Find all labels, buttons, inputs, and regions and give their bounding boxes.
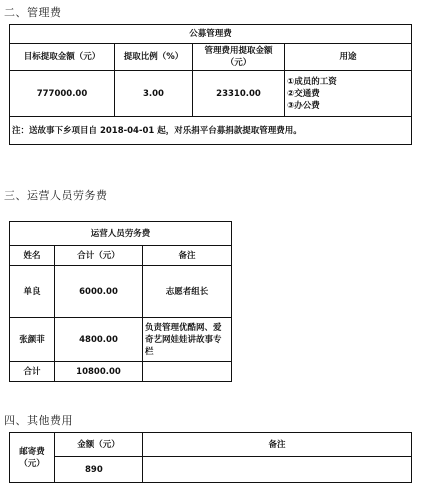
- management-table-title: 公募管理费: [10, 25, 412, 44]
- labor-table-title: 运营人员劳务费: [10, 222, 232, 246]
- header-amount: 金额（元）: [55, 433, 143, 457]
- table-row: [10, 266, 232, 318]
- section-heading-labor: 三、运营人员劳务费: [4, 189, 108, 202]
- header-uses: 用途: [285, 44, 412, 71]
- table-row: [10, 318, 232, 362]
- header-other-remark: 备注: [143, 433, 412, 457]
- cell-sum-total: 10800.00: [55, 362, 143, 382]
- use-item-2: ②交通费: [287, 88, 320, 99]
- cell-ratio: 3.00: [115, 71, 193, 117]
- cell-postage-amount: 890: [55, 457, 143, 483]
- header-target-amount: 目标提取金额（元）: [10, 44, 115, 71]
- use-item-1: ①成员的工资: [287, 76, 337, 87]
- header-fee-amount: 管理费用提取金额（元）: [193, 44, 285, 71]
- section-heading-management: 二、管理费: [4, 6, 62, 19]
- cell-sum-label: 合计: [10, 362, 55, 382]
- cell-remark: 负责管理优酷网、爱奇艺网娃娃讲故事专栏: [143, 318, 232, 362]
- table-row-sum: [10, 362, 232, 382]
- cell-sum-remark: [143, 362, 232, 382]
- cell-uses: [285, 71, 412, 117]
- cell-total: 4800.00: [55, 318, 143, 362]
- cell-fee-amount: 23310.00: [193, 71, 285, 117]
- cell-target-amount: 777000.00: [10, 71, 115, 117]
- header-ratio: 提取比例（%）: [115, 44, 193, 71]
- header-remark: 备注: [143, 246, 232, 266]
- cell-name: 张颜菲: [10, 318, 55, 362]
- cell-total: 6000.00: [55, 266, 143, 318]
- cell-name: 单良: [10, 266, 55, 318]
- labor-fee-table: [9, 221, 232, 382]
- other-fee-table: [9, 432, 412, 483]
- header-name: 姓名: [10, 246, 55, 266]
- cell-postage-remark: [143, 457, 412, 483]
- cell-postage-label: 邮寄费（元）: [10, 433, 55, 483]
- management-note: 注：送故事下乡项目自 2018-04-01 起，对乐捐平台募捐款提取管理费用。: [10, 117, 412, 145]
- header-total: 合计（元）: [55, 246, 143, 266]
- use-item-3: ③办公费: [287, 100, 320, 111]
- section-heading-other: 四、其他费用: [4, 414, 73, 427]
- cell-remark: 志愿者组长: [143, 266, 232, 318]
- management-fee-table: [9, 24, 412, 145]
